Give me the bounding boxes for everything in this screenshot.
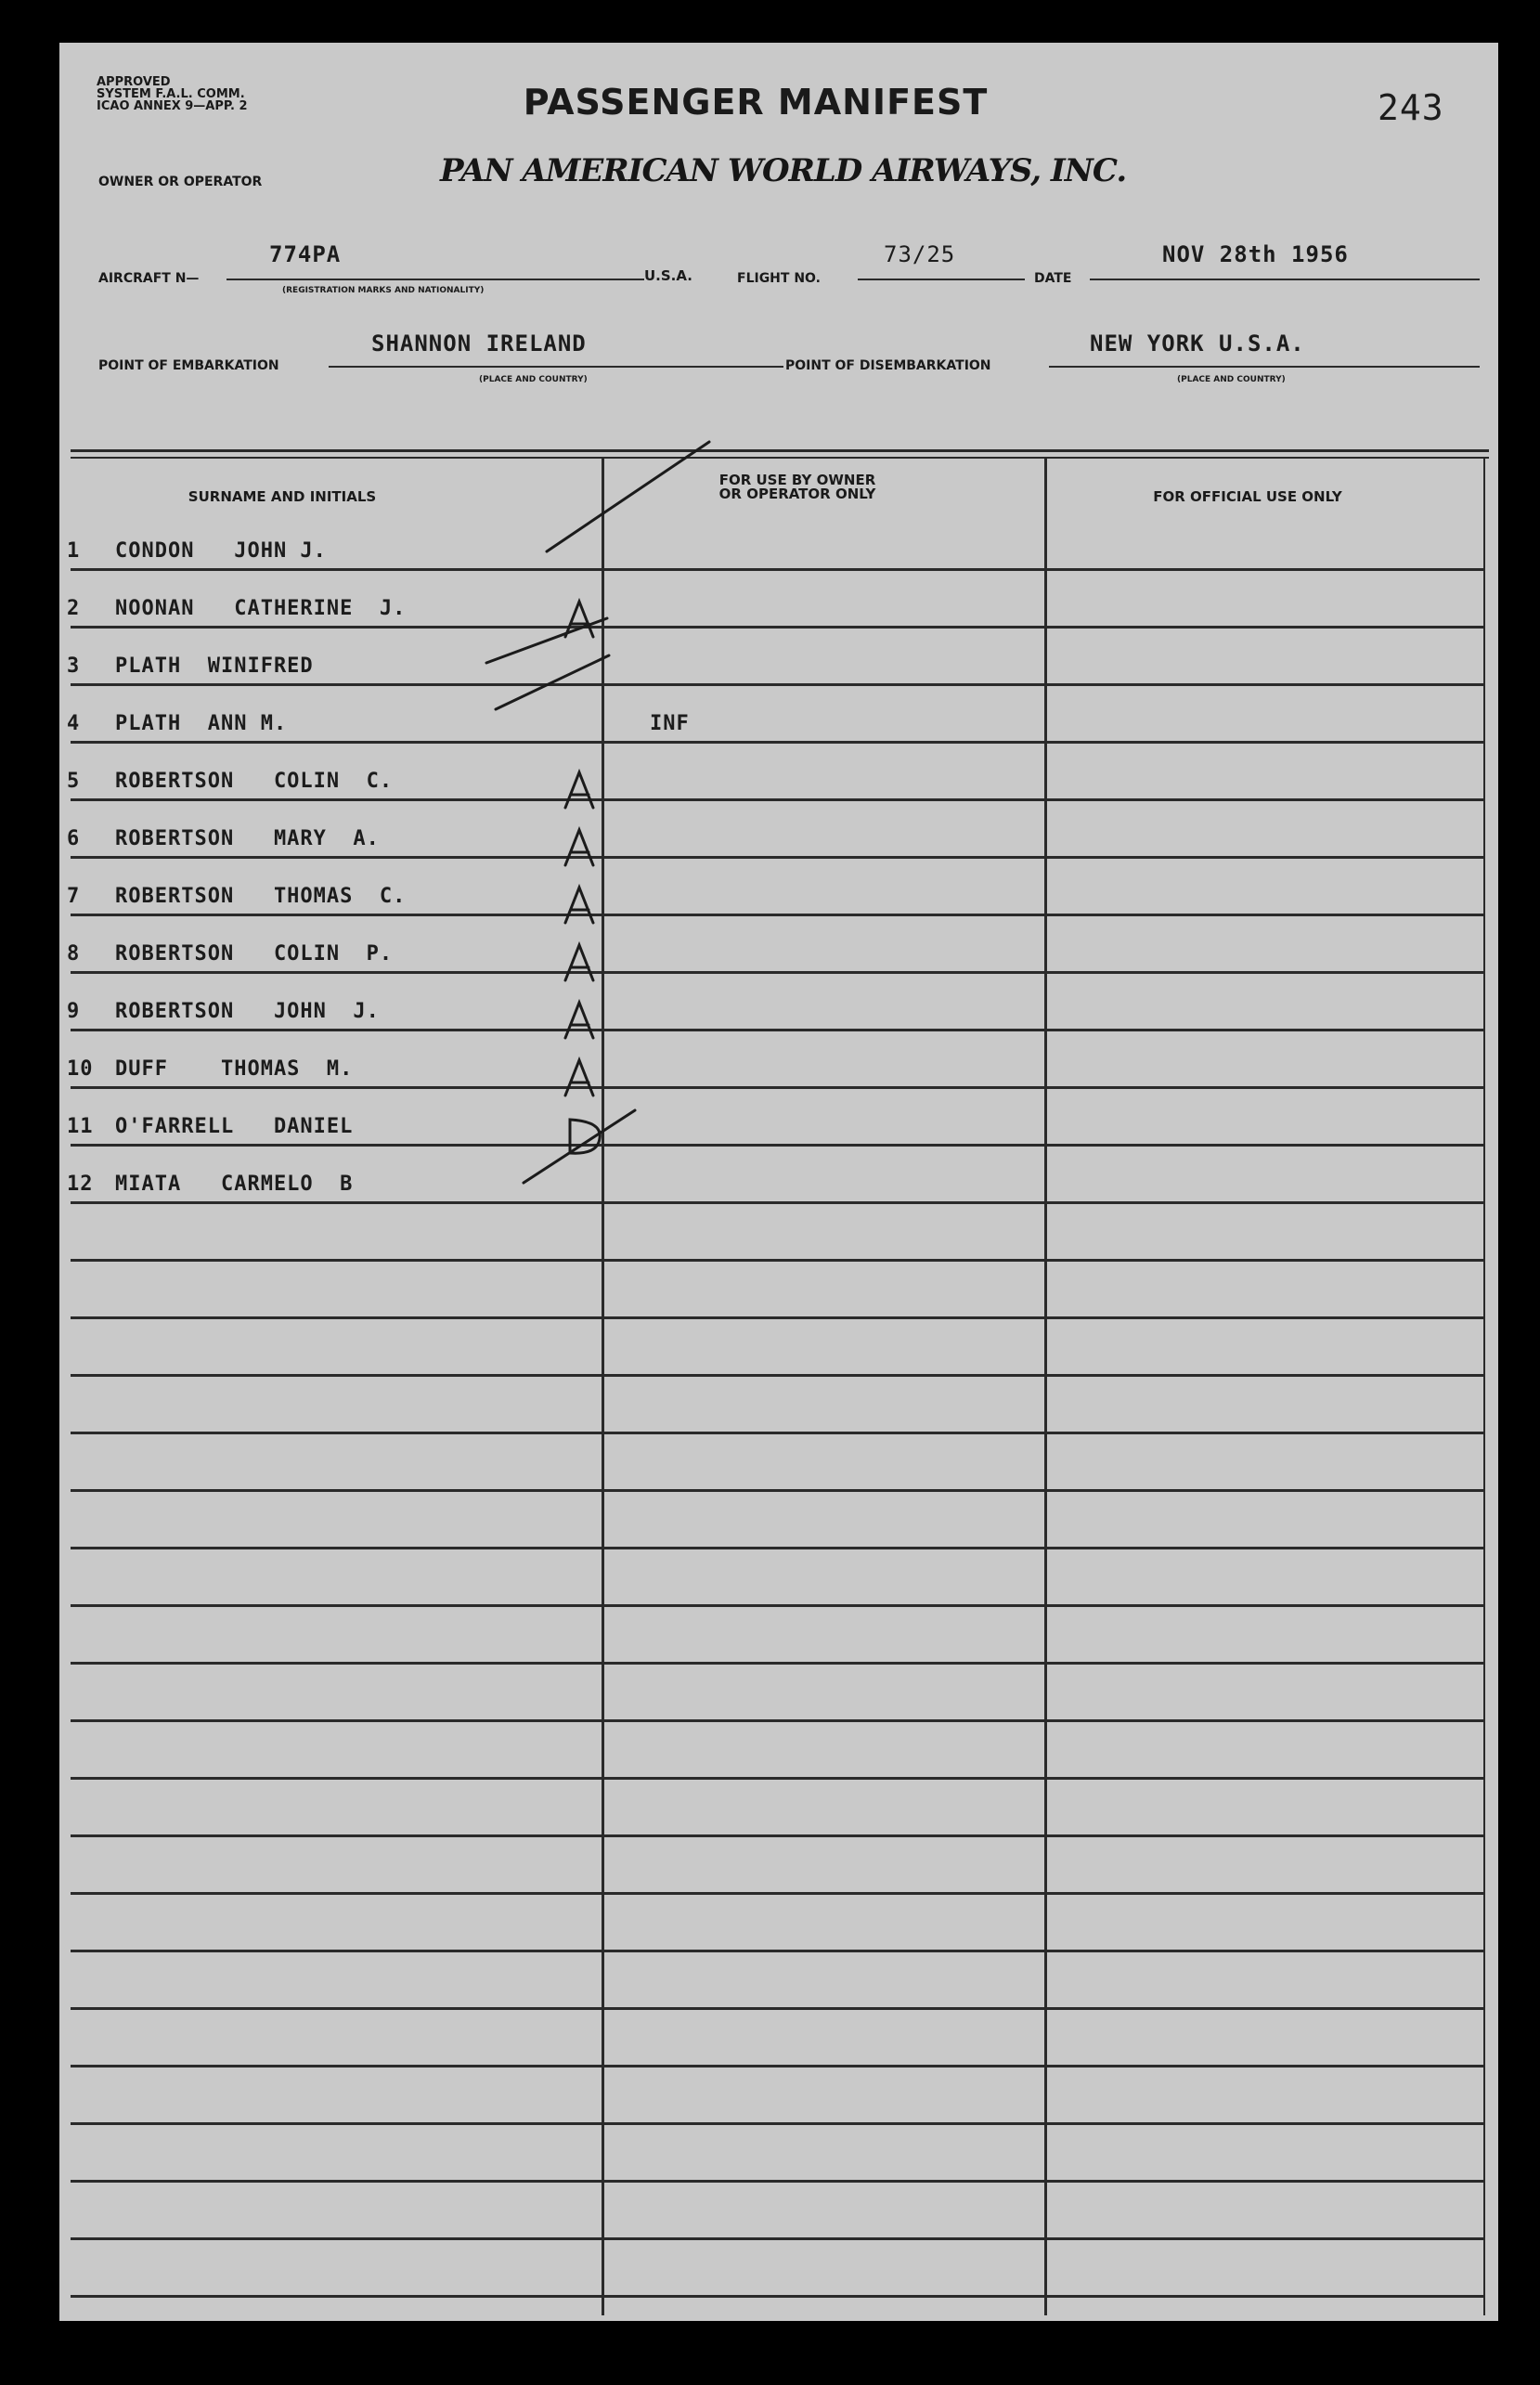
embarkation-label: POINT OF EMBARKATION	[98, 358, 279, 373]
ruled-line	[71, 1777, 1485, 1780]
approval-line-1: APPROVED	[97, 75, 171, 89]
page-title: PASSENGER MANIFEST	[523, 82, 989, 123]
row-number: 9	[67, 1000, 81, 1023]
pen-a-mark	[565, 830, 593, 865]
flight-no-value: 73/25	[884, 241, 956, 267]
row-number: 4	[67, 712, 81, 735]
aircraft-value: 774PA	[269, 241, 342, 267]
row-number: 3	[67, 655, 81, 678]
approval-line-2: SYSTEM F.A.L. COMM.	[97, 87, 245, 101]
owner-label: OWNER OR OPERATOR	[98, 175, 263, 189]
manifest-page	[59, 43, 1498, 2321]
passenger-name: CONDON JOHN J.	[115, 539, 327, 563]
passenger-name: ROBERTSON COLIN C.	[115, 770, 394, 793]
pen-a-mark	[565, 772, 593, 808]
pen-a-mark	[565, 945, 593, 980]
pen-slash-row-3	[496, 655, 609, 709]
pen-slash-top	[547, 442, 709, 551]
ruled-line	[71, 2122, 1485, 2125]
disembarkation-value: NEW YORK U.S.A.	[1090, 331, 1305, 356]
disembarkation-caption: (PLACE AND COUNTRY)	[1177, 375, 1286, 384]
row-number: 8	[67, 942, 81, 966]
embarkation-caption: (PLACE AND COUNTRY)	[479, 375, 588, 384]
passenger-name: ROBERTSON JOHN J.	[115, 1000, 380, 1023]
row-number: 5	[67, 770, 81, 793]
col-header-surname: SURNAME AND INITIALS	[188, 488, 377, 505]
pen-a-mark	[565, 1060, 593, 1095]
passenger-name: NOONAN CATHERINE J.	[115, 597, 407, 620]
passenger-name: O'FARRELL DANIEL	[115, 1115, 354, 1138]
aircraft-label: AIRCRAFT N—	[98, 271, 200, 286]
passenger-name: PLATH ANN M.	[115, 712, 288, 735]
passenger-name: DUFF THOMAS M.	[115, 1057, 354, 1081]
ruled-line	[71, 2065, 1485, 2067]
date-value: NOV 28th 1956	[1162, 241, 1349, 267]
flight-no-label: FLIGHT NO.	[737, 271, 821, 286]
usa-label: U.S.A.	[644, 267, 692, 284]
owner-note-infant: INF	[650, 712, 690, 735]
col-header-owner-line-1: FOR USE BY OWNER	[718, 472, 876, 488]
row-number: 7	[67, 885, 81, 908]
ruled-line	[71, 1432, 1485, 1434]
ruled-line	[71, 2295, 1485, 2298]
col-header-official: FOR OFFICIAL USE ONLY	[1153, 488, 1342, 505]
passenger-name: PLATH WINIFRED	[115, 655, 314, 678]
passenger-name: ROBERTSON THOMAS C.	[115, 885, 407, 908]
ruled-line	[71, 2237, 1485, 2240]
ruled-line	[71, 1662, 1485, 1665]
ruled-line	[71, 1374, 1485, 1377]
row-number: 1	[67, 539, 81, 563]
ruled-line	[71, 2007, 1485, 2010]
col-header-owner-line-2: OR OPERATOR ONLY	[718, 486, 876, 502]
date-label: DATE	[1034, 271, 1072, 286]
passenger-name: ROBERTSON COLIN P.	[115, 942, 394, 966]
ruled-line	[71, 1719, 1485, 1722]
handwritten-marks	[59, 43, 1498, 1342]
row-number: 11	[67, 1115, 94, 1138]
approval-line-3: ICAO ANNEX 9—APP. 2	[97, 99, 248, 113]
row-number: 10	[67, 1057, 94, 1081]
ruled-line	[71, 1547, 1485, 1549]
registration-caption: (REGISTRATION MARKS AND NATIONALITY)	[282, 286, 485, 295]
pen-a-mark	[565, 1003, 593, 1038]
ruled-line	[71, 1892, 1485, 1895]
row-number: 12	[67, 1173, 94, 1196]
row-number: 6	[67, 827, 81, 850]
embarkation-value: SHANNON IRELAND	[371, 331, 587, 356]
page-number: 243	[1378, 87, 1444, 128]
pen-a-mark	[565, 888, 593, 923]
ruled-line	[71, 1834, 1485, 1837]
ruled-line	[71, 1489, 1485, 1492]
ruled-line	[71, 1950, 1485, 1952]
ruled-line	[71, 1604, 1485, 1607]
ruled-line	[71, 2180, 1485, 2183]
disembarkation-label: POINT OF DISEMBARKATION	[785, 358, 991, 373]
row-number: 2	[67, 597, 81, 620]
owner-value: PAN AMERICAN WORLD AIRWAYS, INC.	[440, 152, 1127, 189]
passenger-name: MIATA CARMELO B	[115, 1173, 354, 1196]
passenger-name: ROBERTSON MARY A.	[115, 827, 380, 850]
